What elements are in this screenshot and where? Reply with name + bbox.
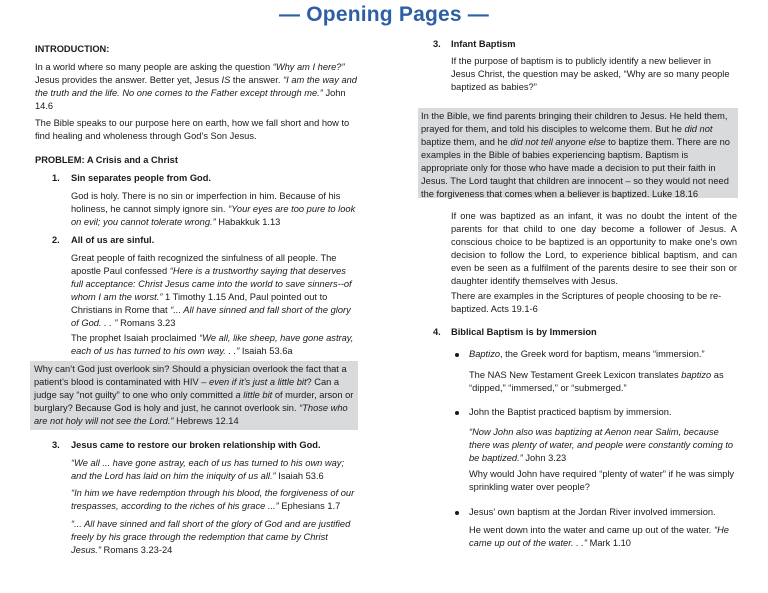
right-point-3-number: 3.: [433, 39, 441, 49]
immersion-title: Biblical Baptism is by Immersion: [451, 327, 597, 337]
point-1-body: [71, 190, 357, 229]
introduction-heading: INTRODUCTION:: [35, 44, 110, 54]
bullet-3-title: Jesus’ own baptism at the Jordan River involved immersion.: [469, 507, 716, 517]
text-run: Isaiah 53.6a: [239, 346, 293, 356]
text-run: Isaiah 53.6: [275, 471, 324, 481]
text-run: John 14.6: [35, 88, 346, 111]
italic-text-run: “I am the way and the truth and the life. No one comes to the Father except through me.”: [35, 75, 357, 98]
italic-text-run: “... All have sinned and fall short of the glory of God. . . ”: [71, 305, 351, 328]
italic-text-run: “Why am I here?”: [272, 62, 345, 72]
point-2-body-1: [71, 252, 357, 330]
italic-text-run: did not: [684, 124, 713, 134]
text-run: In the Bible, we find parents bringing their children to Jesus. He held them, prayed for them, and told his disciples to welcome them. But he: [421, 111, 728, 134]
rebaptism-paragraph: There are examples in the Scriptures of people choosing to be re-baptized. Acts 19.1-6: [451, 291, 722, 314]
sin-callout-text: [34, 363, 354, 428]
italic-text-run: “In him we have redemption through his blood, the forgiveness of our trespasses, according to the riches of his grace ...”: [71, 488, 355, 511]
text-run: baptize them, and he: [421, 137, 511, 147]
text-run: John 3.23: [522, 453, 567, 463]
bullet-1-body: [469, 369, 737, 395]
bullet-dot-icon: [455, 353, 459, 357]
point-3-title: Jesus came to restore our broken relationship with God.: [71, 440, 321, 450]
italic-text-run: “... All have sinned and fall short of the glory of God and are justified freely by his grace through the redemption that came by Christ Jesus.”: [71, 519, 351, 555]
point-3-quote-3: [71, 518, 357, 557]
bullet-2-quote: [469, 426, 737, 465]
infant-callout-text: [421, 110, 735, 201]
italic-text-run: Baptizo: [469, 349, 501, 359]
italic-text-run: “Here is a trustworthy saying that deserves full acceptance: Christ Jesus came into the world to save sinners--of whom I am the worst.”: [71, 266, 352, 302]
text-run: The NAS New Testament Greek Lexicon translates: [469, 370, 682, 380]
introduction-paragraph-1: [35, 61, 357, 113]
introduction-paragraph-2: The Bible speaks to our purpose here on earth, how we fall short and how to find healing and wholeness through God’s Son Jesus.: [35, 118, 350, 141]
text-run: Hebrews 12.14: [173, 416, 239, 426]
text-run: 1 Timothy 1.15 And, Paul pointed out to Christians in Rome that: [71, 292, 328, 315]
text-run: In a world where so many people are asking the question: [35, 62, 273, 72]
sin-callout-box: [30, 361, 358, 430]
text-run: of murder, arson or burglary? Because God is holy and just, he cannot overlook sin.: [34, 390, 354, 413]
bullet-1-title: [469, 348, 705, 361]
bullet-3-body: [469, 524, 737, 550]
italic-text-run: “We all, like sheep, have gone astray, each of us has turned to his own way. . .”: [71, 333, 354, 356]
point-3-quote-1: [71, 457, 357, 483]
text-run: Romans 3.23: [117, 318, 176, 328]
italic-text-run: a little bit: [235, 390, 273, 400]
text-run: Great people of faith recognized the sinfulness of all people. The apostle Paul confessed: [71, 253, 337, 276]
point-3-quote-2: [71, 487, 357, 513]
text-run: Why can’t God just overlook sin? Should a physician overlook the fact that a patient’s blood is contaminated with HIV –: [34, 364, 347, 387]
italic-text-run: “We all ... have gone astray, each of us has turned to his own way; and the Lord has laid on him the iniquity of us all.”: [71, 458, 345, 481]
text-run: He went down into the water and came up out of the water.: [469, 525, 714, 535]
text-run: God is holy. There is no sin or imperfection in him. Because of his holiness, he cannot simply ignore sin.: [71, 191, 341, 214]
text-run: ? Can a judge say “not guilty” to one who only committed: [34, 377, 340, 400]
bullet-dot-icon: [455, 511, 459, 515]
infant-callout-box: [418, 108, 738, 198]
point-2-title: All of us are sinful.: [71, 235, 155, 245]
point-2-body-2: [71, 332, 357, 358]
bullet-dot-icon: [455, 411, 459, 415]
text-run: Romans 3.23-24: [100, 545, 173, 555]
italic-text-run: “Your eyes are too pure to look on evil; you cannot tolerate wrong.”: [71, 204, 356, 227]
problem-heading: PROBLEM: A Crisis and a Christ: [35, 155, 178, 165]
infant-baptism-title: Infant Baptism: [451, 39, 516, 49]
italic-text-run: IS: [221, 75, 231, 85]
italic-text-run: “Those who are not holy will not see the Lord.”: [34, 403, 348, 426]
right-point-4-number: 4.: [433, 327, 441, 337]
italic-text-run: “Now John also was baptizing at Aenon near Salim, because there was plenty of water, and people were constantly coming to be baptized.”: [469, 427, 734, 463]
text-run: Habakkuk 1.13: [215, 217, 281, 227]
text-run: to baptize them. There are no examples in the Bible of babies experiencing baptism. Baptism is appropriate only for those who have made a decision to put their faith in Jesus. The Lord taught that children are innocent – so they would not need the forgiveness that comes when a believer is baptized. Luke 18.16: [421, 137, 730, 199]
text-run: Jesus provides the answer. Better yet, Jesus: [35, 75, 222, 85]
bullet-2-title: John the Baptist practiced baptism by immersion.: [469, 407, 672, 417]
point-3-number: 3.: [52, 440, 60, 450]
point-2-number: 2.: [52, 235, 60, 245]
infant-paragraph: If one was baptized as an infant, it was no doubt the intent of the parents for that child to one day become a follower of Jesus. A conscious choice to be baptized is an opportunity to make one’s own decision to follow the Lord, to experience biblical baptism, and can even be seen as a fulfilment of the parents desire to see their son or daughter identify themselves with Jesus.: [451, 211, 737, 286]
italic-text-run: did not tell anyone else: [510, 137, 606, 147]
text-run: Mark 1.10: [587, 538, 631, 548]
point-1-number: 1.: [52, 173, 60, 183]
text-run: The prophet Isaiah proclaimed: [71, 333, 200, 343]
italic-text-run: even if it’s just a little bit: [209, 377, 307, 387]
point-1-title: Sin separates people from God.: [71, 173, 212, 183]
text-run: as “dipped,” “immersed,” or “submerged.”: [469, 370, 724, 393]
page-title: — Opening Pages —: [279, 3, 489, 26]
text-run: , the Greek word for baptism, means “immersion.”: [500, 349, 705, 359]
italic-text-run: “He came up out of the water. . .”: [469, 525, 729, 548]
bullet-2-body: Why would John have required “plenty of water” if he was simply sprinkling water over people?: [469, 469, 735, 492]
infant-baptism-body: If the purpose of baptism is to publicly identify a new believer in Jesus Christ, the question may be asked, “Why are so many people baptized as babies?”: [451, 56, 730, 92]
text-run: the answer.: [230, 75, 284, 85]
italic-text-run: baptizo: [681, 370, 712, 380]
text-run: Ephesians 1.7: [278, 501, 341, 511]
